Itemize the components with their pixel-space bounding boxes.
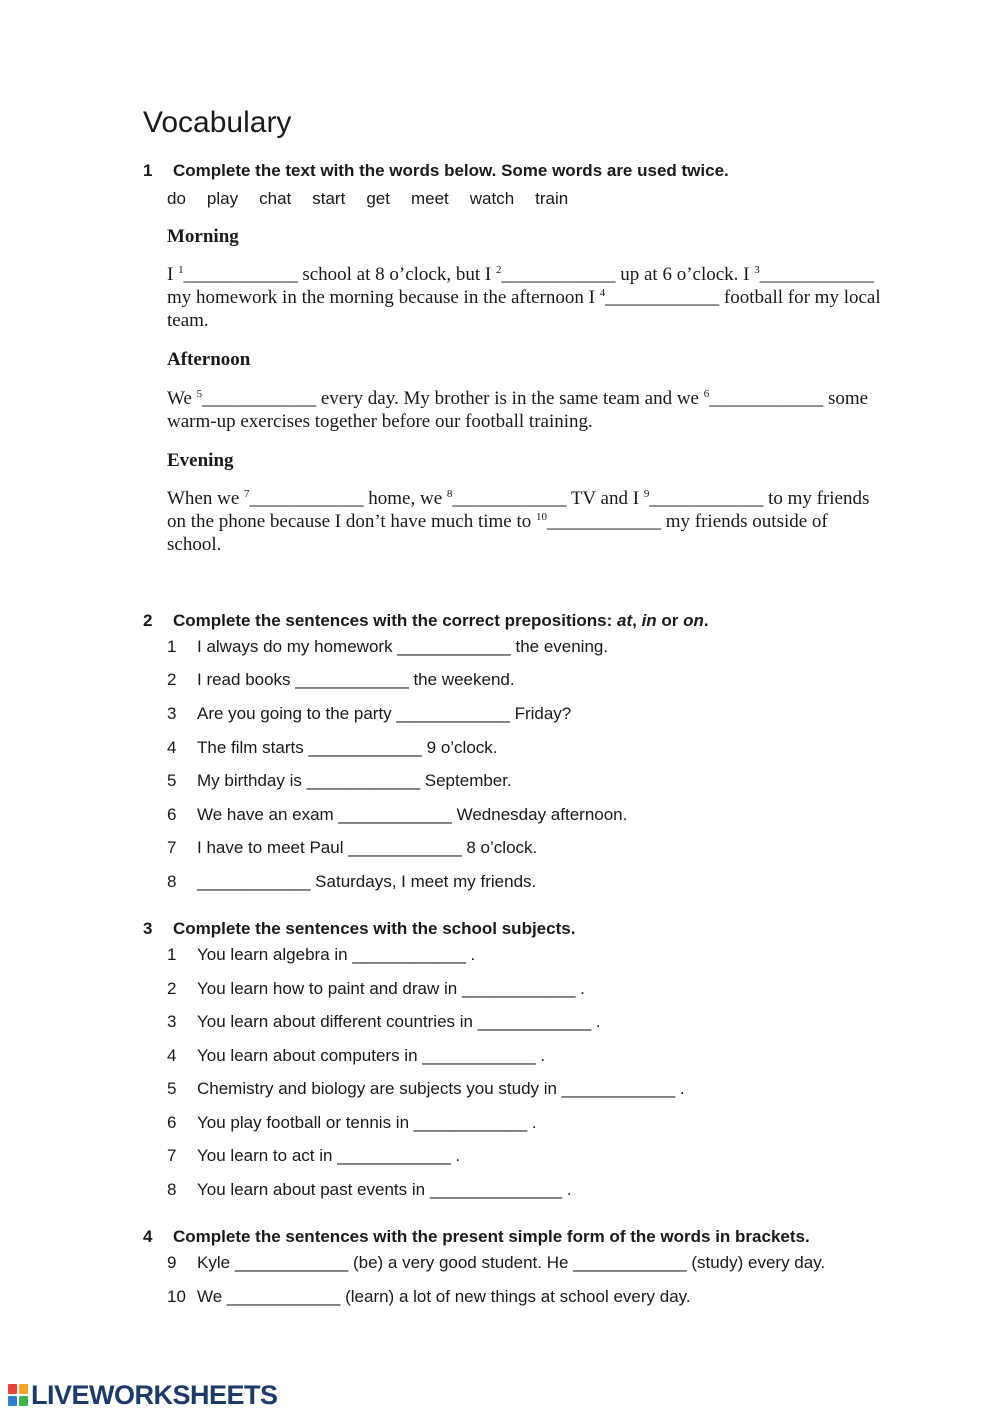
list-item: 10 We ____________ (learn) a lot of new things at school every day. [167,1287,691,1306]
exercise-number: 3 [143,919,153,938]
exercise-4-heading [143,1226,810,1248]
exercise-2-heading: 2 Complete the sentences with the correct prepositions: at, in or on. [143,611,709,630]
section-heading-afternoon: Afternoon [167,349,251,370]
text-line: on the phone because I don’t have much time to $^{10}$____________ my friends outside of [167,511,828,532]
exercise-instruction: Complete the sentences with the present simple form of the words in brackets. [173,1227,810,1246]
word-bank-item: start [312,189,346,208]
section-heading-evening: Evening [167,450,234,471]
exercise-number: 4 [143,1227,153,1246]
word-bank-item: meet [410,189,449,208]
list-item: 7 I have to meet Paul ____________ 8 o’clock. [167,838,538,857]
list-item: 3 Are you going to the party ____________ Friday? [167,704,572,723]
list-item: 7 You learn to act in ____________ . [167,1146,461,1165]
exercise-1-heading [143,160,729,182]
word-bank [167,188,589,210]
page-title: Vocabulary [143,106,292,139]
section-heading-morning: Morning [167,226,239,247]
text-line: We $^5$____________ every day. My brother is in the same team and we $^6$____________ some [167,388,869,409]
list-item: 8 ____________ Saturdays, I meet my friends. [167,872,537,891]
list-item: 2 I read books ____________ the weekend. [167,670,515,689]
text-line: my homework in the morning because in the afternoon I $^4$____________ football for my local [167,287,881,308]
list-item: 6 You play football or tennis in ____________ . [167,1113,537,1132]
list-item: 5 Chemistry and biology are subjects you study in ____________ . [167,1079,685,1098]
list-item: 1 You learn algebra in ____________ . [167,945,476,964]
word-bank-item: chat [259,189,292,208]
text-line: warm-up exercises together before our football training. [167,411,593,432]
text-line: When we $^7$____________ home, we $^8$____________ TV and I $^9$____________ to my friends [167,488,870,509]
list-item: 5 My birthday is ____________ September. [167,771,512,790]
brand-name: LIVEWORKSHEETS [31,1380,278,1410]
list-item: 4 The film starts ____________ 9 o’clock. [167,738,498,757]
paragraph-evening [167,487,927,556]
liveworksheets-logo[interactable] [8,1380,278,1410]
word-bank-item: watch [469,189,515,208]
paragraph-morning [167,263,927,332]
list-item: 3 You learn about different countries in ____________ . [167,1012,601,1031]
text-line: team. [167,310,209,331]
list-item: 1 I always do my homework ____________ the evening. [167,637,609,656]
exercise-number: 1 [143,161,153,180]
exercise-3-heading [143,918,575,940]
list-item: 8 You learn about past events in ______________ . [167,1180,572,1199]
exercise-instruction: Complete the text with the words below. Some words are used twice. [173,161,729,180]
liveworksheets-logo-icon [8,1382,28,1408]
paragraph-afternoon [167,387,927,433]
word-bank-item: train [535,189,569,208]
word-bank-item: play [206,189,239,208]
list-item: 6 We have an exam ____________ Wednesday afternoon. [167,805,628,824]
text-line: I $^1$____________ school at 8 o’clock, but I $^2$____________ up at 6 o’clock. I $^3$____________ [167,264,874,285]
word-bank-item: get [366,189,390,208]
list-item: 4 You learn about computers in ____________ . [167,1046,546,1065]
list-item: 2 You learn how to paint and draw in ____________ . [167,979,585,998]
exercise-instruction: Complete the sentences with the school subjects. [173,919,576,938]
word-bank-item: do [167,189,186,208]
list-item: 9 Kyle ____________ (be) a very good student. He ____________ (study) every day. [167,1253,826,1272]
text-line: school. [167,534,222,555]
exercise-number: 2 [143,611,153,630]
